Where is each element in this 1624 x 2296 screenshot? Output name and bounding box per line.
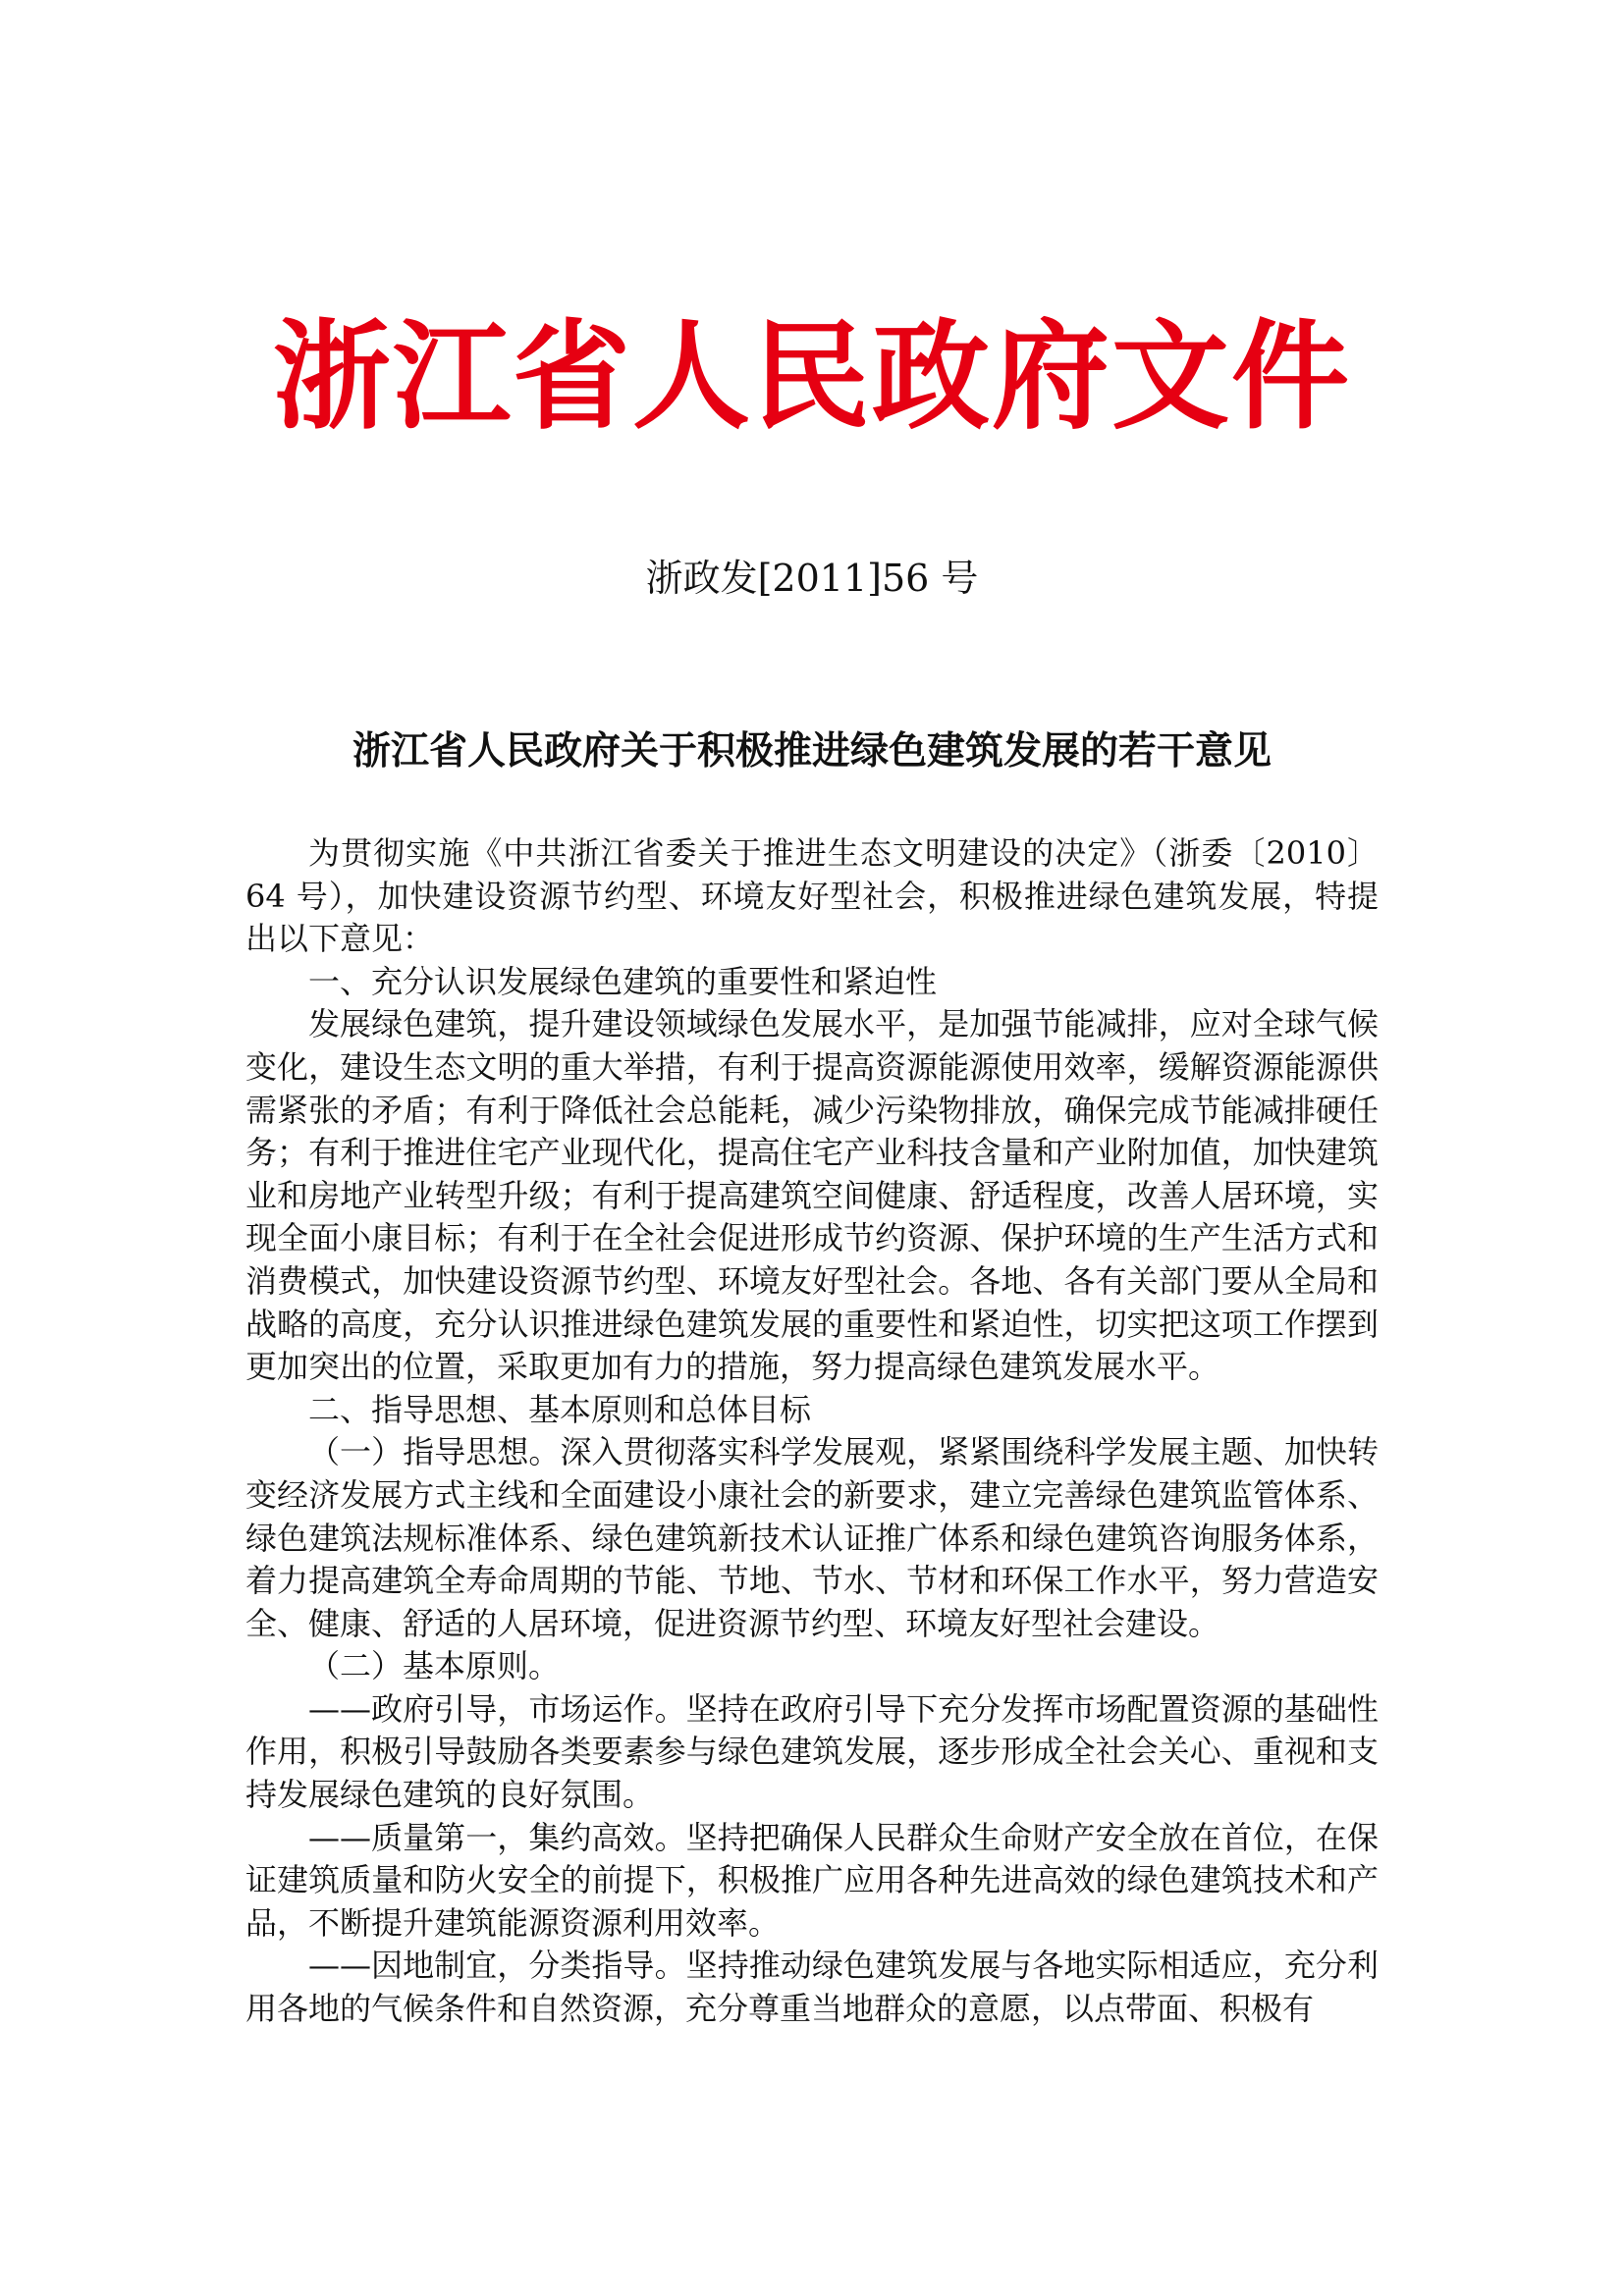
paragraph-principle-2: ——质量第一，集约高效。坚持把确保人民群众生命财产安全放在首位，在保证建筑质量和防火安全的前提下，积极推广应用各种先进高效的绿色建筑技术和产品，不断提升建筑能源资源利用效率。 [245, 1818, 1379, 1942]
document-body [245, 832, 1379, 2031]
section-heading-2: 二、指导思想、基本原则和总体目标 [308, 1390, 812, 1428]
paragraph-intro: 为贯彻实施《中共浙江省委关于推进生态文明建设的决定》（浙委〔2010〕64 号），加快建设资源节约型、环境友好型社会，积极推进绿色建筑发展，特提出以下意见： [245, 834, 1379, 958]
document-number: 浙政发[2011]56 号 [645, 557, 979, 600]
section-heading-1: 一、充分认识发展绿色建筑的重要性和紧迫性 [308, 962, 938, 1000]
document-header-title: 浙江省人民政府文件 [273, 307, 1351, 446]
subsection-heading-principles: （二）基本原则。 [308, 1647, 561, 1685]
paragraph-principle-1: ——政府引导，市场运作。坚持在政府引导下充分发挥市场配置资源的基础性作用，积极引导鼓励各类要素参与绿色建筑发展，逐步形成全社会关心、重视和支持发展绿色建筑的良好氛围。 [245, 1689, 1379, 1814]
paragraph-principle-3: ——因地制宜，分类指导。坚持推动绿色建筑发展与各地实际相适应，充分利用各地的气候条件和自然资源，充分尊重当地群众的意愿，以点带面、积极有 [245, 1947, 1379, 2028]
paragraph-guiding-ideology: （一）指导思想。深入贯彻落实科学发展观，紧紧围绕科学发展主题、加快转变经济发展方式主线和全面建设小康社会的新要求，建立完善绿色建筑监管体系、绿色建筑法规标准体系、绿色建筑新技术认证推广体系和绿色建筑咨询服务体系，着力提高建筑全寿命周期的节能、节地、节水、节材和环保工作水平，努力营造安全、健康、舒适的人居环境，促进资源节约型、环境友好型社会建设。 [245, 1433, 1379, 1642]
paragraph-section-1: 发展绿色建筑，提升建设领域绿色发展水平，是加强节能减排，应对全球气候变化，建设生态文明的重大举措，有利于提高资源能源使用效率，缓解资源能源供需紧张的矛盾；有利于降低社会总能耗，减少污染物排放，确保完成节能减排硬任务；有利于推进住宅产业现代化，提高住宅产业科技含量和产业附加值，加快建筑业和房地产业转型升级；有利于提高建筑空间健康、舒适程度，改善人居环境，实现全面小康目标；有利于在全社会促进形成节约资源、保护环境的生产生活方式和消费模式，加快建设资源节约型、环境友好型社会。各地、各有关部门要从全局和战略的高度，充分认识推进绿色建筑发展的重要性和紧迫性，切实把这项工作摆到更加突出的位置，采取更加有力的措施，努力提高绿色建筑发展水平。 [245, 1005, 1379, 1386]
document-title: 浙江省人民政府关于积极推进绿色建筑发展的若干意见 [352, 728, 1272, 774]
